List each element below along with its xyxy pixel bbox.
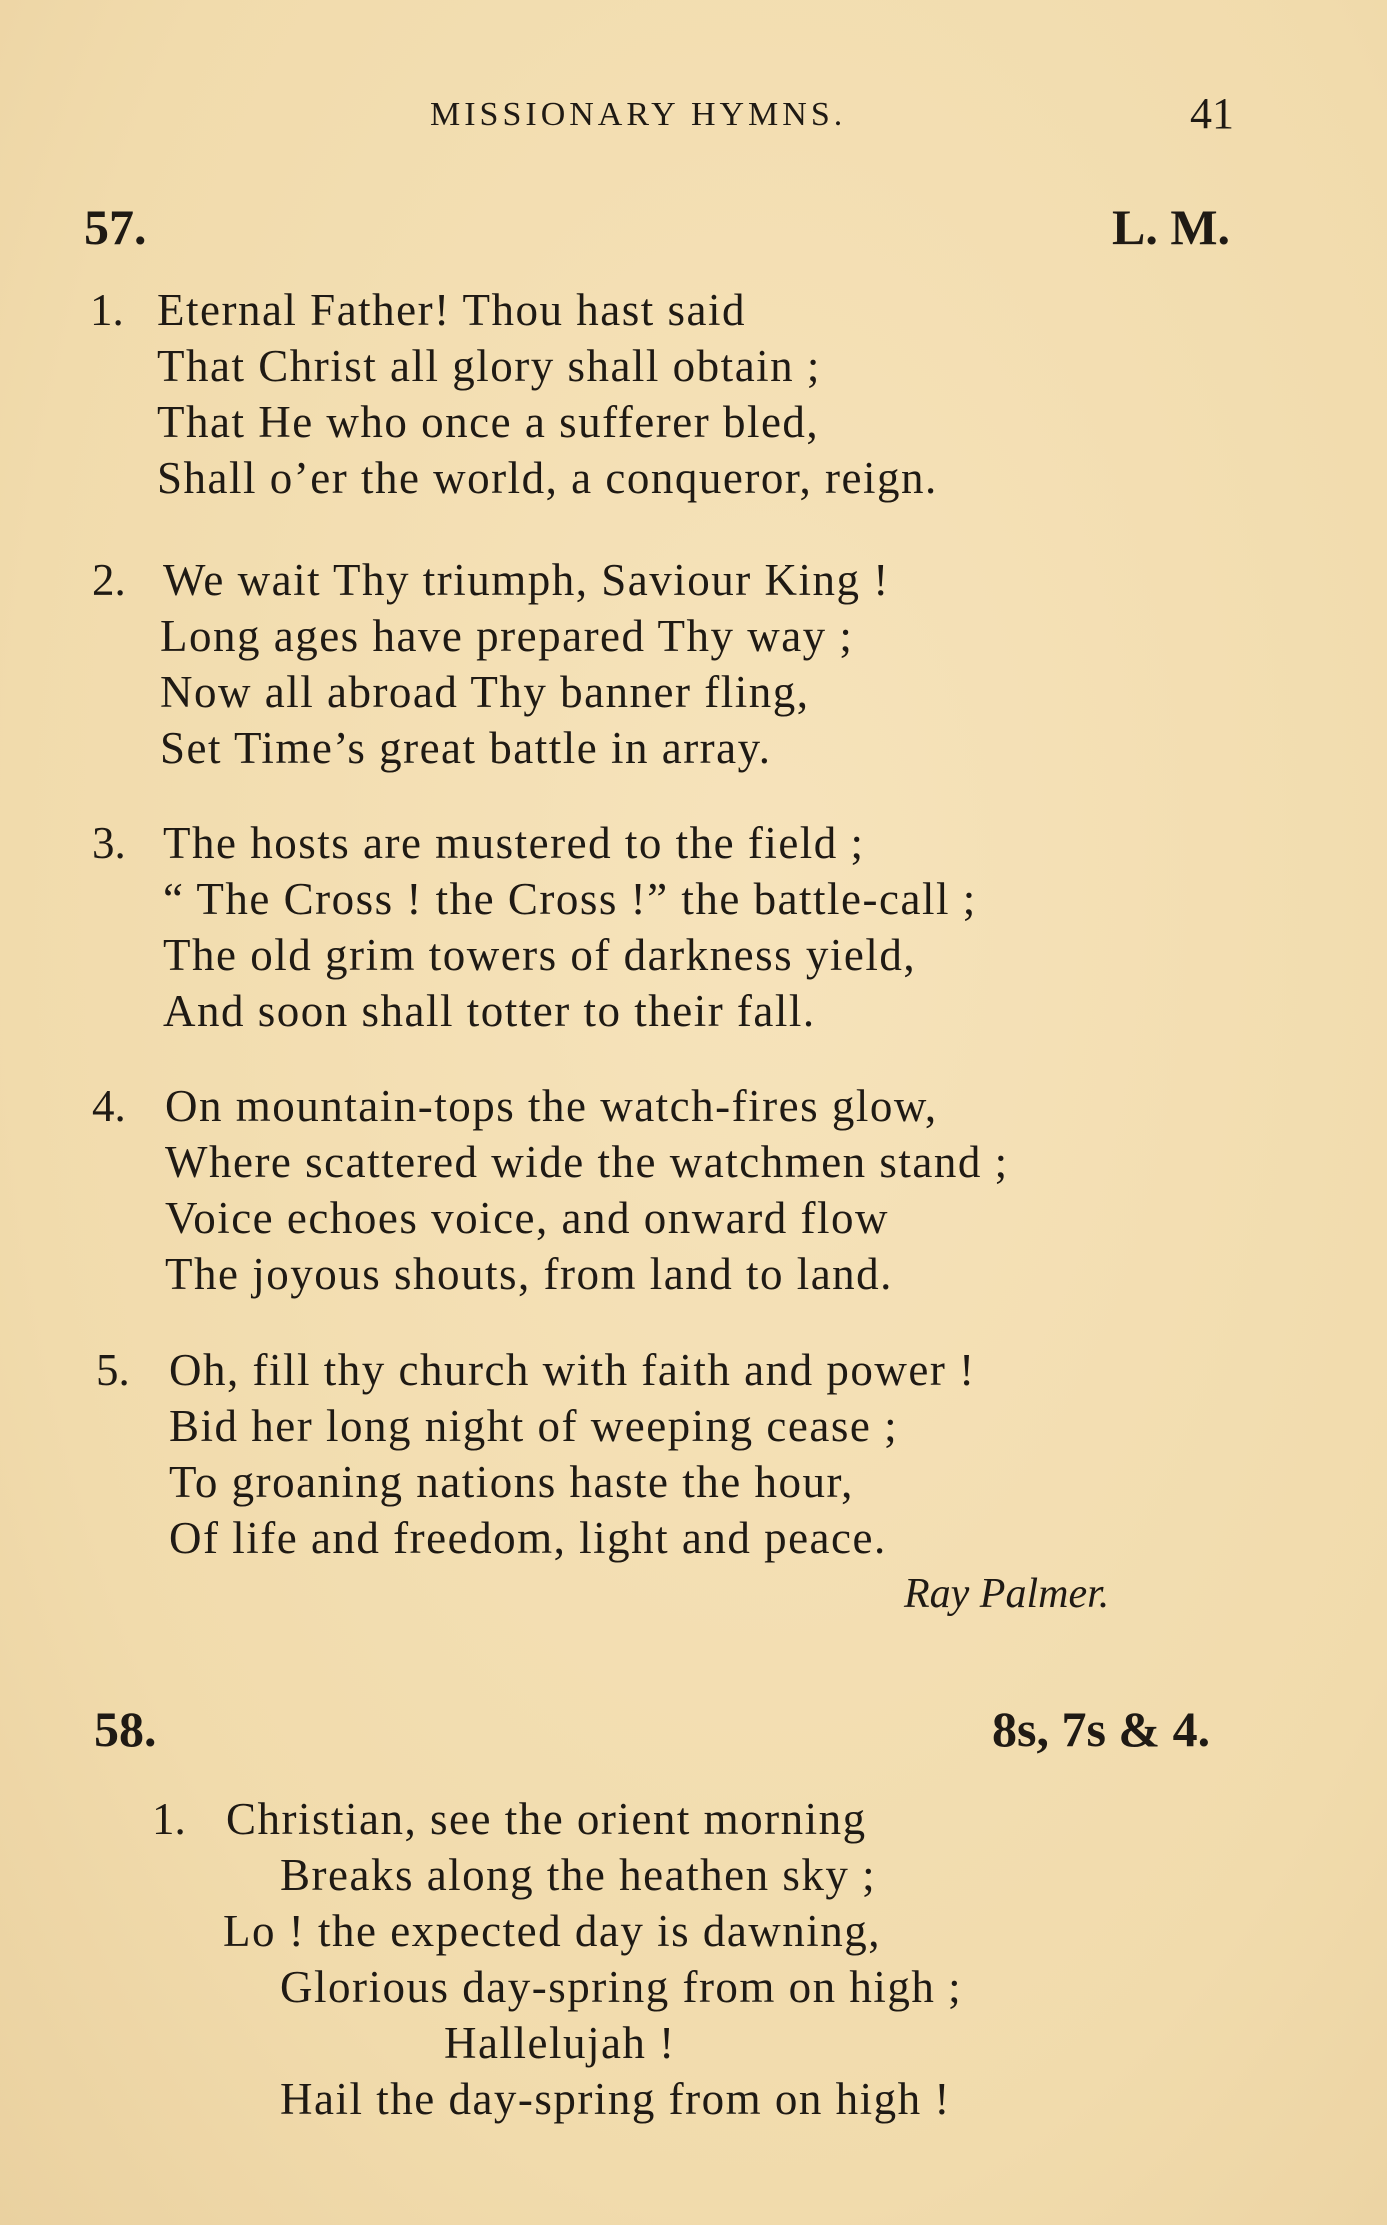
verse-line: The hosts are mustered to the field ;	[163, 818, 865, 868]
verse-line: On mountain-tops the watch-fires glow,	[165, 1081, 938, 1131]
stanza-number: 2.	[92, 555, 126, 605]
verse-line: Christian, see the orient morning	[226, 1794, 867, 1844]
verse-line: Voice echoes voice, and onward flow	[165, 1193, 889, 1243]
verse-line: The joyous shouts, from land to land.	[165, 1249, 893, 1299]
verse-line: Long ages have prepared Thy way ;	[160, 611, 854, 661]
hymn-meter: 8s, 7s & 4.	[992, 1701, 1211, 1757]
verse-line: Bid her long night of weeping cease ;	[169, 1401, 899, 1451]
running-title: MISSIONARY HYMNS.	[430, 96, 847, 133]
hymn-author: Ray Palmer.	[904, 1571, 1110, 1617]
verse-line: Set Time’s great battle in array.	[160, 723, 772, 773]
verse-line: “ The Cross ! the Cross !” the battle-call ;	[163, 874, 977, 924]
verse-line: Shall o’er the world, a conqueror, reign.	[157, 453, 938, 503]
verse-line: Of life and freedom, light and peace.	[169, 1513, 887, 1563]
hymn-meter: L. M.	[1112, 199, 1231, 255]
verse-line: Hallelujah !	[444, 2018, 676, 2068]
verse-line: Lo ! the expected day is dawning,	[223, 1906, 882, 1956]
verse-line: Oh, fill thy church with faith and power !	[169, 1345, 976, 1395]
stanza-number: 4.	[92, 1081, 126, 1131]
hymn-number: 58.	[94, 1701, 157, 1757]
verse-line: That Christ all glory shall obtain ;	[157, 341, 821, 391]
verse-line: Now all abroad Thy banner fling,	[160, 667, 810, 717]
verse-line: We wait Thy triumph, Saviour King !	[163, 555, 890, 605]
page-number: 41	[1190, 89, 1234, 138]
verse-line: That He who once a sufferer bled,	[157, 397, 820, 447]
stanza-number: 5.	[96, 1345, 130, 1395]
verse-line: Glorious day-spring from on high ;	[280, 1962, 963, 2012]
verse-line: Eternal Father! Thou hast said	[157, 285, 747, 335]
stanza-number: 1.	[152, 1794, 186, 1844]
stanza-number: 3.	[92, 818, 126, 868]
verse-line: The old grim towers of darkness yield,	[163, 930, 917, 980]
verse-line: Hail the day-spring from on high !	[280, 2074, 951, 2124]
verse-line: Breaks along the heathen sky ;	[280, 1850, 877, 1900]
verse-line: And soon shall totter to their fall.	[163, 986, 816, 1036]
verse-line: To groaning nations haste the hour,	[169, 1457, 854, 1507]
stanza-number: 1.	[90, 285, 124, 335]
verse-line: Where scattered wide the watchmen stand ;	[165, 1137, 1009, 1187]
hymn-number: 57.	[84, 199, 147, 255]
